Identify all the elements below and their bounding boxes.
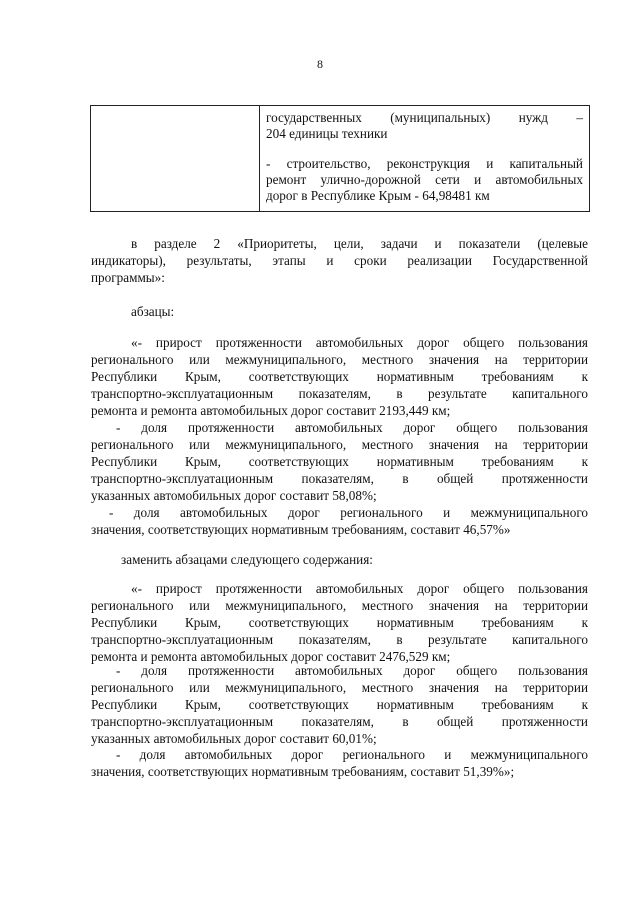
text-line: указанных автомобильных дорог составит 60,01%; xyxy=(91,731,377,746)
old-paragraph-1 xyxy=(91,334,588,419)
text-line: - доля протяженности автомобильных дорог общего пользования xyxy=(116,420,588,435)
text-line: регионального или межмуниципального, местного значения на территории xyxy=(91,352,588,367)
text-line: значения, соответствующих нормативным требованиям, составит 51,39%»; xyxy=(91,764,515,779)
new-paragraph-3 xyxy=(91,746,588,780)
new-paragraph-2 xyxy=(91,662,588,747)
document-table xyxy=(90,105,590,212)
table-text-line: - строительство, реконструкция и капитальный xyxy=(266,156,583,171)
text-line: Республики Крым, соответствующих нормативным требованиям к xyxy=(91,697,588,712)
text-line: - доля протяженности автомобильных дорог общего пользования xyxy=(116,663,588,678)
text-line: Республики Крым, соответствующих нормативным требованиям к xyxy=(91,454,588,469)
text-line: значения, соответствующих нормативным требованиям, составит 46,57%» xyxy=(91,522,511,537)
abzacy-label: абзацы: xyxy=(131,304,175,319)
text-line: транспортно-эксплуатационным показателям, в общей протяженности xyxy=(91,714,588,729)
paragraph-gap xyxy=(266,142,583,156)
text-line: - доля автомобильных дорог регионального и межмуниципального xyxy=(109,505,588,520)
text-line: ремонта и ремонта автомобильных дорог составит 2476,529 км; xyxy=(91,649,451,664)
text-line: регионального или межмуниципального, местного значения на территории xyxy=(91,680,588,695)
text-line: указанных автомобильных дорог составит 58,08%; xyxy=(91,488,377,503)
old-paragraph-2 xyxy=(91,419,588,504)
table-text-line: ремонт улично-дорожной сети и автомобильных xyxy=(266,172,583,187)
table-text-line: государственных (муниципальных) нужд – xyxy=(266,110,583,125)
table-cell-right xyxy=(260,106,589,211)
text-line: Республики Крым, соответствующих нормативным требованиям к xyxy=(91,615,588,630)
text-line: программы»: xyxy=(91,270,165,285)
new-paragraph-1 xyxy=(91,580,588,665)
intro-paragraph xyxy=(91,235,588,286)
replace-heading: заменить абзацами следующего содержания: xyxy=(121,552,373,567)
text-line: ремонта и ремонта автомобильных дорог составит 2193,449 км; xyxy=(91,403,451,418)
text-line: в разделе 2 «Приоритеты, цели, задачи и показатели (целевые xyxy=(131,236,588,251)
text-line: транспортно-эксплуатационным показателям, в результате капитального xyxy=(91,632,588,647)
table-cell-left xyxy=(91,106,260,211)
text-line: - доля автомобильных дорог регионального и межмуниципального xyxy=(116,747,588,762)
table-text-line: дорог в Республике Крым - 64,98481 км xyxy=(266,188,490,203)
text-line: транспортно-эксплуатационным показателям, в общей протяженности xyxy=(91,471,588,486)
text-line: «- прирост протяженности автомобильных дорог общего пользования xyxy=(131,581,588,596)
table-text-line: 204 единицы техники xyxy=(266,126,388,141)
text-line: «- прирост протяженности автомобильных дорог общего пользования xyxy=(131,335,588,350)
text-line: регионального или межмуниципального, местного значения на территории xyxy=(91,437,588,452)
text-line: регионального или межмуниципального, местного значения на территории xyxy=(91,598,588,613)
text-line: Республики Крым, соответствующих нормативным требованиям к xyxy=(91,369,588,384)
old-paragraph-3 xyxy=(91,504,588,538)
text-line: транспортно-эксплуатационным показателям, в результате капитального xyxy=(91,386,588,401)
text-line: индикаторы), результаты, этапы и сроки реализации Государственной xyxy=(91,253,588,268)
page-number: 8 xyxy=(317,57,323,71)
